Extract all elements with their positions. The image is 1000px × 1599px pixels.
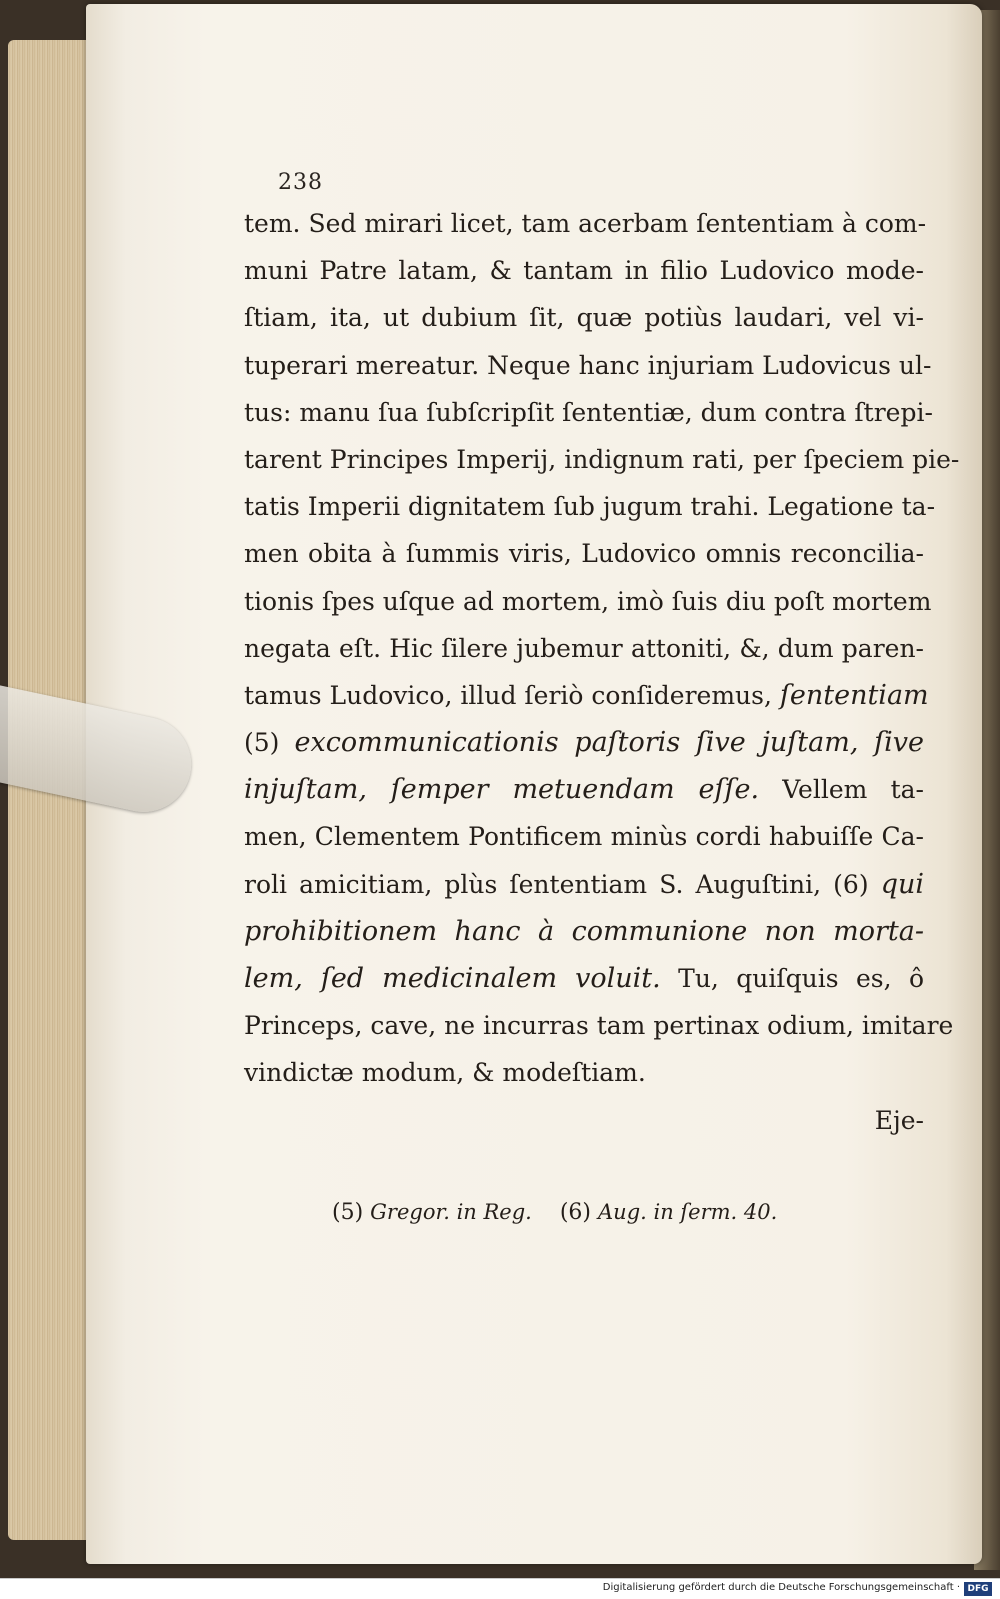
roman-text: (5) (244, 728, 295, 758)
text-line (244, 578, 932, 625)
text-line (244, 908, 924, 955)
text-line (244, 436, 960, 483)
roman-text: Princeps, cave, ne incurras tam pertinax odium, imitare (244, 1011, 954, 1041)
text-line (244, 530, 924, 577)
roman-text: roli amicitiam, plùs ſententiam S. Auguſtini, (6) (244, 869, 881, 899)
text-line (244, 247, 924, 294)
roman-text: Vellem ta- (759, 775, 924, 805)
text-line (244, 294, 924, 341)
catchword: Eje- (874, 1105, 924, 1135)
roman-text: tamus Ludovico, illud ſeriò conſideremus, (244, 680, 780, 710)
footnote-6: (6) Aug. in ſerm. 40. (559, 1200, 778, 1225)
text-line (244, 719, 924, 766)
text-line (244, 625, 924, 672)
text-line (244, 955, 924, 1002)
text-line (244, 766, 924, 813)
roman-text: muni Patre latam, & tantam in filio Ludovico mode- (244, 256, 924, 286)
digitization-footer (0, 1578, 1000, 1599)
roman-text: tus: manu ſua ſubſcripſit ſententiæ, dum contra ſtrepi- (244, 397, 933, 427)
roman-text: negata eſt. Hic ſilere jubemur attoniti, &, dum paren- (244, 633, 924, 663)
text-line (244, 342, 932, 389)
italic-text: injuſtam, ſemper metuendam eſſe. (244, 774, 760, 806)
italic-text: lem, ſed medicinalem voluit. (244, 963, 661, 994)
italic-text: qui (880, 868, 924, 900)
footnote-5: (5) Gregor. in Reg. (332, 1200, 532, 1225)
body-text (244, 200, 960, 1144)
roman-text: tarent Principes Imperij, indignum rati, per ſpeciem pie- (244, 444, 960, 474)
text-line (244, 483, 936, 530)
page-number: 238 (278, 170, 323, 195)
footer-credit: Digitalisierung gefördert durch die Deutsche Forschungsgemeinschaft · (602, 1582, 960, 1593)
italic-text: excommunicationis paſtoris ſive juſtam, ſive (294, 727, 924, 759)
roman-text: tatis Imperii dignitatem ſub jugum trahi. Legatione ta- (244, 492, 936, 522)
text-line (244, 861, 924, 908)
roman-text: tem. Sed mirari licet, tam acerbam ſententiam à com- (244, 209, 927, 238)
dfg-logo: DFG (964, 1582, 992, 1596)
roman-text: tionis ſpes uſque ad mortem, imò ſuis diu poſt mortem (244, 586, 932, 616)
text-line (244, 389, 933, 436)
text-line (244, 672, 929, 719)
text-line (244, 200, 927, 247)
roman-text: ſtiam, ita, ut dubium ſit, quæ potiùs laudari, vel vi- (244, 303, 924, 333)
roman-text: men, Clementem Pontificem minùs cordi habuiſſe Ca- (244, 822, 924, 852)
text-line (244, 813, 924, 860)
italic-text: prohibitionem hanc à communione non morta- (244, 915, 924, 947)
footnotes (332, 1200, 777, 1225)
roman-text: Tu, quiſquis es, ô (660, 964, 924, 993)
roman-text: vindictæ modum, & modeſtiam. (244, 1058, 646, 1088)
roman-text: men obita à ſummis viris, Ludovico omnis reconcilia- (244, 539, 924, 569)
text-line (244, 1049, 924, 1096)
roman-text: tuperari mereatur. Neque hanc injuriam Ludovicus ul- (244, 350, 932, 380)
italic-text: ſententiam (779, 679, 929, 711)
text-line (244, 1002, 954, 1049)
